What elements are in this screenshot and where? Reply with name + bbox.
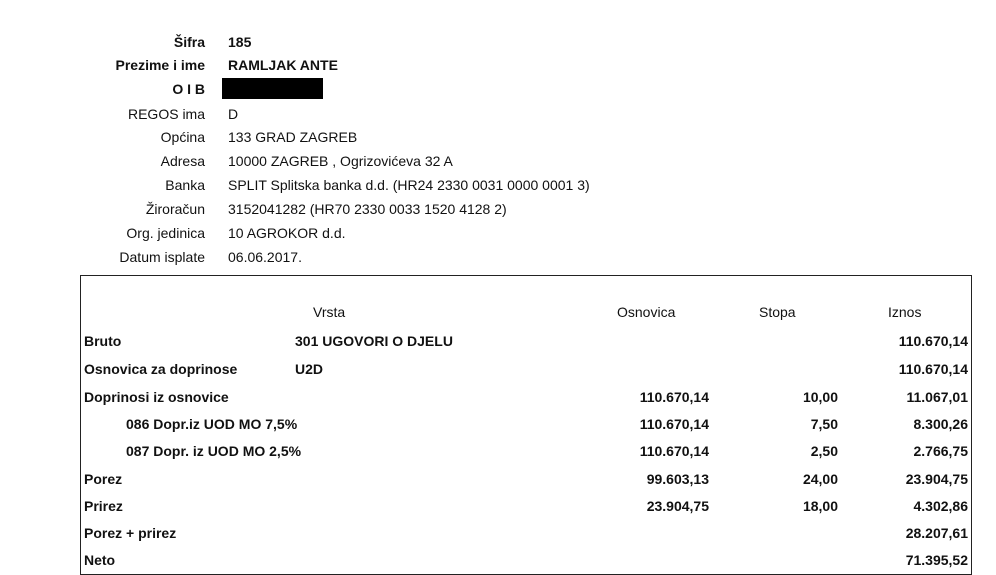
table-row-porez (80, 469, 972, 489)
table-row-neto (80, 550, 972, 570)
datum-isplate-value: 06.06.2017. (228, 249, 302, 265)
row-iznos: 28.207,61 (905, 525, 968, 541)
row-label: Porez + prirez (84, 525, 177, 541)
row-label: Bruto (84, 333, 122, 349)
row-iznos: 110.670,14 (898, 361, 968, 377)
row-osnovica: 23.904,75 (646, 498, 709, 514)
opcina-label: Općina (160, 129, 205, 145)
regos-label: REGOS ima (127, 106, 205, 122)
row-osnovica: 110.670,14 (639, 389, 709, 405)
row-label: 087 Dopr. iz UOD MO 2,5% (126, 443, 302, 459)
row-stopa: 24,00 (802, 471, 838, 487)
opcina-value: 133 GRAD ZAGREB (228, 129, 358, 145)
row-iznos: 8.300,26 (913, 416, 968, 432)
sifra-value: 185 (228, 34, 252, 50)
row-stopa: 7,50 (810, 416, 838, 432)
row-osnovica: 110.670,14 (639, 443, 709, 459)
prezime-ime-value: RAMLJAK ANTE (228, 57, 338, 73)
org-jedinica-label: Org. jedinica (126, 225, 205, 241)
banka-value: SPLIT Splitska banka d.d. (HR24 2330 0031 0000 0001 3) (228, 177, 590, 193)
oib-label: O I B (172, 81, 205, 97)
row-stopa: 2,50 (810, 443, 838, 459)
row-label: Doprinosi iz osnovice (84, 389, 229, 405)
row-iznos: 11.067,01 (906, 389, 968, 405)
org-jedinica-value: 10 AGROKOR d.d. (228, 225, 346, 241)
table-row-porez-prirez (80, 523, 972, 543)
row-label: Neto (84, 552, 116, 568)
row-osnovica: 110.670,14 (639, 416, 709, 432)
column-header-iznos: Iznos (888, 304, 922, 320)
table-row-086 (80, 414, 972, 434)
table-row-prirez (80, 496, 972, 516)
row-stopa: 10,00 (802, 389, 838, 405)
row-label: Prirez (84, 498, 123, 514)
row-stopa: 18,00 (802, 498, 838, 514)
table-row-bruto (80, 331, 972, 351)
datum-isplate-label: Datum isplate (119, 249, 205, 265)
column-header-osnovica: Osnovica (617, 304, 676, 320)
prezime-ime-label: Prezime i ime (115, 57, 205, 73)
table-row-doprinosi-iz-osnovice (80, 387, 972, 407)
sifra-label: Šifra (173, 34, 205, 50)
adresa-label: Adresa (160, 153, 205, 169)
row-iznos: 4.302,86 (913, 498, 968, 514)
row-iznos: 23.904,75 (905, 471, 968, 487)
adresa-value: 10000 ZAGREB , Ogrizovićeva 32 A (228, 153, 453, 169)
table-row-osnovica-za-doprinose (80, 359, 972, 379)
regos-value: D (228, 106, 239, 122)
banka-label: Banka (165, 177, 205, 193)
row-label: 086 Dopr.iz UOD MO 7,5% (126, 416, 298, 432)
ziroracun-value: 3152041282 (HR70 2330 0033 1520 4128 2) (228, 201, 507, 217)
row-label: Osnovica za doprinose (84, 361, 238, 377)
row-vrsta: 301 UGOVORI O DJELU (295, 333, 453, 349)
row-label: Porez (84, 471, 123, 487)
ziroracun-label: Žiroračun (145, 201, 205, 217)
row-vrsta: U2D (295, 361, 324, 377)
column-header-stopa: Stopa (759, 304, 796, 320)
row-iznos: 110.670,14 (898, 333, 968, 349)
row-iznos: 2.766,75 (913, 443, 968, 459)
oib-redaction-bar (222, 78, 323, 99)
column-header-vrsta: Vrsta (313, 304, 346, 320)
table-row-087 (80, 441, 972, 461)
row-iznos: 71.395,52 (905, 552, 968, 568)
row-osnovica: 99.603,13 (646, 471, 709, 487)
